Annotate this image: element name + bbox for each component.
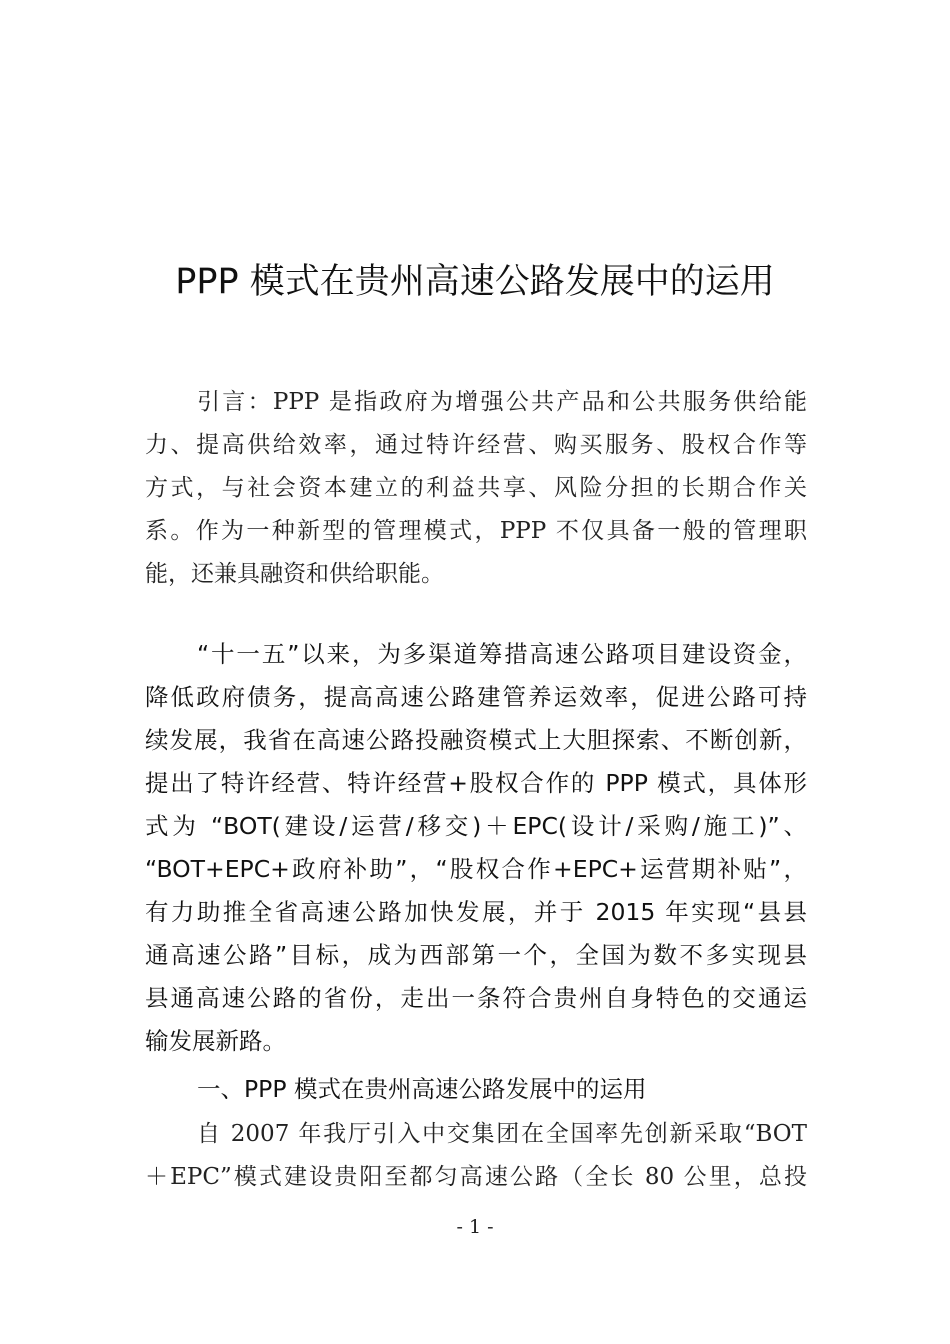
body-line: 提出了特许经营、特许经营+股权合作的 PPP 模式，具体形 — [145, 769, 807, 797]
intro-line: 系。作为一种新型的管理模式，PPP 不仅具备一般的管理职 — [145, 518, 807, 544]
intro-line: 力、提高供给效率，通过特许经营、购买服务、股权合作等 — [145, 432, 807, 458]
body-line: 通高速公路”目标，成为西部第一个，全国为数不多实现县 — [145, 941, 807, 969]
body-line: “十一五”以来，为多渠道筹措高速公路项目建设资金， — [197, 640, 807, 668]
section-line: ＋EPC”模式建设贵阳至都匀高速公路（全长 80 公里，总投 — [145, 1164, 807, 1190]
body-line: 县通高速公路的省份，走出一条符合贵州自身特色的交通运 — [145, 984, 807, 1012]
section-line: 自 2007 年我厅引入中交集团在全国率先创新采取“BOT — [197, 1121, 807, 1147]
body-line: 式为 “BOT(建设/运营/移交)＋EPC(设计/采购/施工)”、 — [145, 812, 807, 840]
body-line: “BOT+EPC+政府补助”，“股权合作+EPC+运营期补贴”， — [145, 855, 807, 883]
intro-line: 能，还兼具融资和供给职能。 — [145, 561, 444, 587]
body-line: 输发展新路。 — [145, 1027, 286, 1055]
body-line: 有力助推全省高速公路加快发展，并于 2015 年实现“县县 — [145, 898, 807, 926]
document-title: PPP 模式在贵州高速公路发展中的运用 — [175, 262, 775, 302]
body-line: 续发展，我省在高速公路投融资模式上大胆探索、不断创新， — [145, 726, 807, 754]
intro-line: 引言：PPP 是指政府为增强公共产品和公共服务供给能 — [197, 389, 807, 415]
body-line: 降低政府债务，提高高速公路建管养运效率，促进公路可持 — [145, 683, 807, 711]
page-number: - 1 - — [456, 1216, 494, 1238]
section-heading: 一、PPP 模式在贵州高速公路发展中的运用 — [197, 1075, 647, 1103]
intro-line: 方式，与社会资本建立的利益共享、风险分担的长期合作关 — [145, 475, 807, 501]
